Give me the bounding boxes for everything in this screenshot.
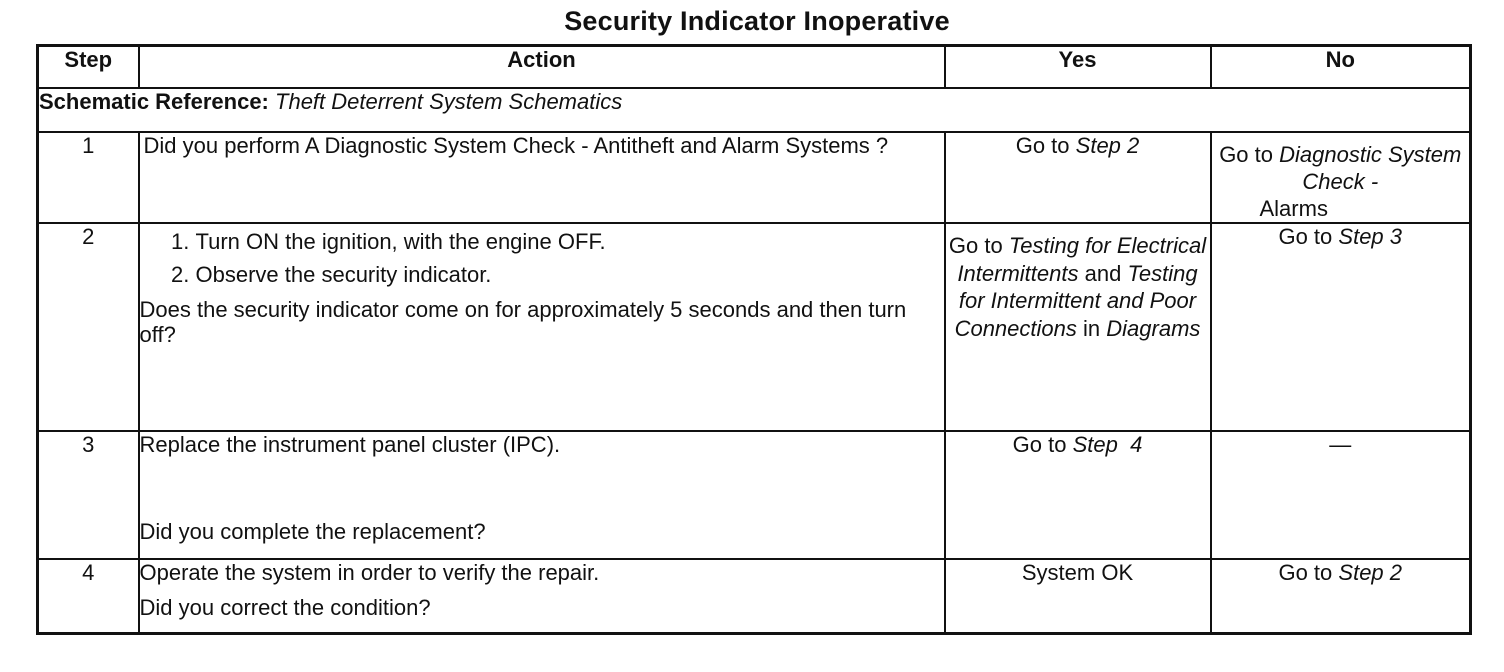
action-cell — [139, 132, 945, 223]
action-steps-list — [140, 230, 944, 287]
header-action: Action — [139, 46, 945, 89]
yes-text: System OK — [1021, 560, 1134, 585]
schematic-row — [38, 88, 1471, 132]
no-prefix: Go to — [1278, 560, 1333, 585]
no-cell — [1211, 132, 1471, 223]
step-number: 3 — [38, 431, 139, 559]
yes-in: in — [1083, 315, 1101, 341]
schematic-reference — [38, 88, 1471, 132]
yes-link-2[interactable]: Testing for Intermittent and Poor Connections — [954, 260, 1198, 341]
no-dash: — — [1329, 432, 1352, 457]
action-question: Does the security indicator come on for approximately 5 seconds and then turn off? — [139, 297, 907, 347]
no-link[interactable]: Diagnostic System Check - — [1279, 142, 1462, 194]
action-cell — [139, 431, 945, 559]
action-text: Did you perform A Diagnostic System Check - Antitheft and Alarm Systems ? — [143, 133, 889, 158]
header-no: No — [1211, 46, 1471, 89]
table-row — [38, 431, 1471, 559]
yes-cell — [945, 431, 1211, 559]
yes-cell — [945, 223, 1211, 431]
list-item: 2. Observe the security indicator. — [196, 263, 944, 287]
step-number: 4 — [38, 559, 139, 633]
table-row — [38, 132, 1471, 223]
diagnostic-table — [36, 44, 1472, 635]
no-link[interactable]: Step 3 — [1338, 224, 1403, 249]
yes-cell — [945, 559, 1211, 633]
no-suffix: Alarms — [1259, 196, 1328, 221]
yes-link-3[interactable]: Diagrams — [1106, 315, 1201, 341]
table-row — [38, 223, 1471, 431]
action-question: Did you correct the condition? — [139, 595, 431, 620]
action-cell — [139, 223, 945, 431]
no-prefix: Go to — [1278, 224, 1333, 249]
yes-prefix: Go to — [948, 233, 1003, 258]
no-prefix: Go to — [1219, 142, 1273, 167]
list-item: 1. Turn ON the ignition, with the engine OFF. — [196, 230, 944, 254]
action-cell — [139, 559, 945, 633]
table-header-row — [38, 46, 1471, 89]
yes-cell — [945, 132, 1211, 223]
page-title: Security Indicator Inoperative — [564, 6, 950, 36]
header-yes: Yes — [945, 46, 1211, 89]
yes-link-1[interactable]: Testing for Electrical Intermittents — [957, 233, 1207, 286]
schematic-link[interactable]: Theft Deterrent System Schematics — [275, 89, 623, 114]
schematic-label: Schematic Reference: — [39, 89, 269, 114]
action-text: Operate the system in order to verify the repair. — [139, 560, 600, 585]
action-text: Replace the instrument panel cluster (IPC). — [139, 432, 561, 457]
action-question: Did you complete the replacement? — [139, 519, 486, 544]
no-cell — [1211, 559, 1471, 633]
table-row — [38, 559, 1471, 633]
no-cell — [1211, 223, 1471, 431]
step-number: 2 — [38, 223, 139, 431]
yes-and: and — [1084, 260, 1122, 286]
yes-link[interactable]: Step 2 — [1075, 133, 1140, 158]
no-cell — [1211, 431, 1471, 559]
step-number: 1 — [38, 132, 139, 223]
yes-prefix: Go to — [1015, 133, 1070, 158]
header-step: Step — [38, 46, 139, 89]
yes-prefix: Go to — [1012, 432, 1067, 457]
yes-link[interactable]: Step 4 — [1072, 432, 1143, 457]
no-link[interactable]: Step 2 — [1338, 560, 1403, 585]
